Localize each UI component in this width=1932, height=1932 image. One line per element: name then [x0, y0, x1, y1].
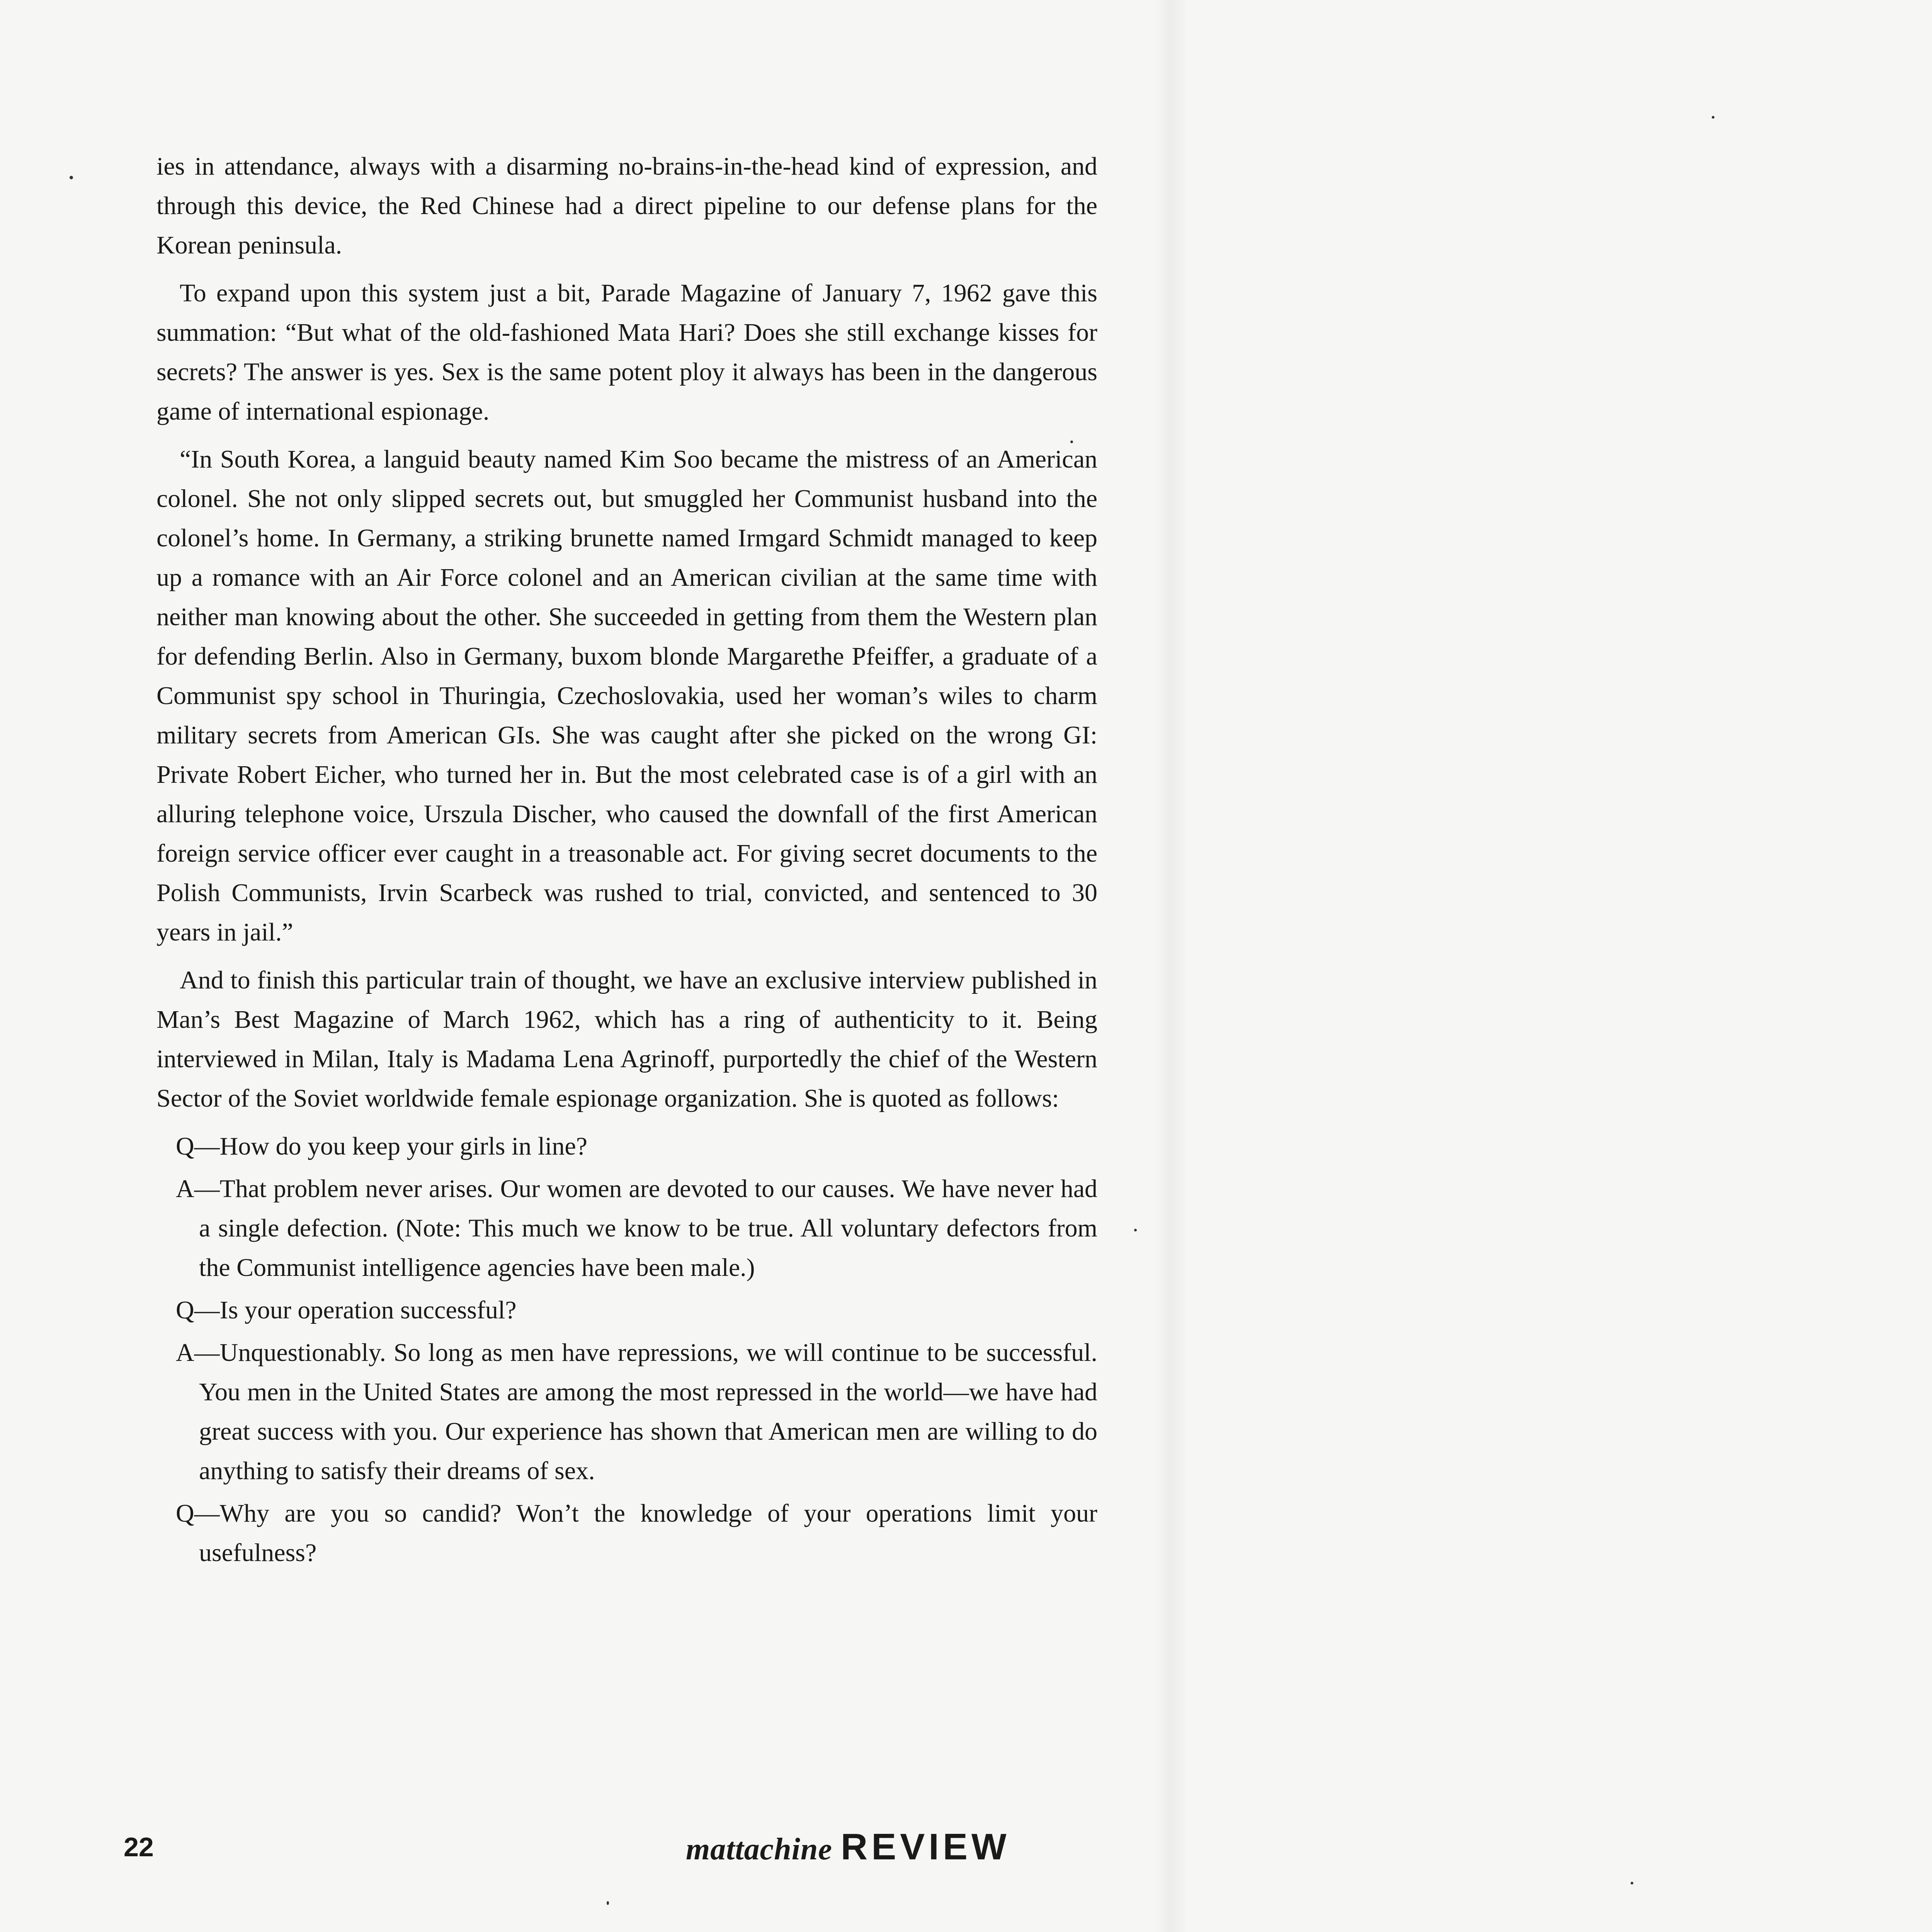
- interview-answer: A—Unquestionably. So long as men have repressions, we will continue to be successful. You men in the United States are among the most repressed in the world—we have had great success with you. Our experience has shown that American men are willing to do anything to satisfy their dreams of sex.: [176, 1338, 1097, 1485]
- interview-answer: A—That problem never arises. Our women are devoted to our causes. We have never had a single defection. (Note: This much we know to be true. All voluntary defectors from the Communist intelligence agencies have been male.): [176, 1175, 1097, 1282]
- print-speck: [1134, 1229, 1137, 1231]
- right-page: [1182, 0, 1932, 1932]
- interview-question: Q—Why are you so candid? Won’t the knowledge of your operations limit your usefulness?: [176, 1499, 1097, 1567]
- paragraph-parade-quote: To expand upon this system just a bit, Parade Magazine of January 7, 1962 gave this summation: “But what of the old-fashioned Mata Hari? Does she still exchange kisses for secrets? The answer is yes. Sex is the same potent ploy it always has been in the dangerous game of international espionage.: [156, 279, 1097, 425]
- interview-question: Q—Is your operation successful?: [176, 1296, 517, 1324]
- left-page-body: [156, 147, 1097, 1576]
- interview-question: Q—How do you keep your girls in line?: [176, 1132, 587, 1160]
- masthead-script: mattachine: [686, 1832, 832, 1866]
- paragraph-spy-cases: “In South Korea, a languid beauty named Kim Soo became the mistress of an American colonel. She not only slipped secrets out, but smuggled her Communist husband into the colonel’s home. In Germany, a striking brunette named Irmgard Schmidt managed to keep up a romance with an Air Force colonel and an American civilian at the same time with neither man knowing about the other. She succeeded in getting from them the Western plan for defending Berlin. Also in Germany, buxom blonde Margarethe Pfeiffer, a graduate of a Communist spy school in Thuringia, Czechoslovakia, used her woman’s wiles to charm military secrets from American GIs. She was caught after she picked on the wrong GI: Private Robert Eicher, who turned her in. But the most celebrated case is of a girl with an alluring telephone voice, Urszula Discher, who caused the downfall of the first American foreign service officer ever caught in a treasonable act. For giving secret documents to the Polish Communists, Irvin Scarbeck was rushed to trial, convicted, and sentenced to 30 years in jail.”: [156, 445, 1097, 946]
- paragraph-espionage-intro: ies in attendance, always with a disarming no-brains-in-the-head kind of expression, and through this device, the Red Chinese had a direct pipeline to our defense plans for the Korean peninsula.: [156, 152, 1097, 259]
- print-speck: [1712, 116, 1714, 119]
- print-speck: [70, 176, 73, 179]
- masthead-title: REVIEW: [840, 1826, 1010, 1867]
- print-speck: [1070, 440, 1073, 443]
- paragraph-interview-intro: And to finish this particular train of thought, we have an exclusive interview published in Man’s Best Magazine of March 1962, which has a ring of authenticity to it. Being interviewed in Milan, Italy is Madama Lena Agrinoff, purportedly the chief of the Western Sector of the Soviet worldwide female espionage organization. She is quoted as follows:: [156, 966, 1097, 1112]
- magazine-masthead: [686, 1826, 1010, 1868]
- print-speck: [1631, 1882, 1633, 1884]
- page-number-left: 22: [124, 1832, 154, 1862]
- print-speck: [607, 1901, 609, 1905]
